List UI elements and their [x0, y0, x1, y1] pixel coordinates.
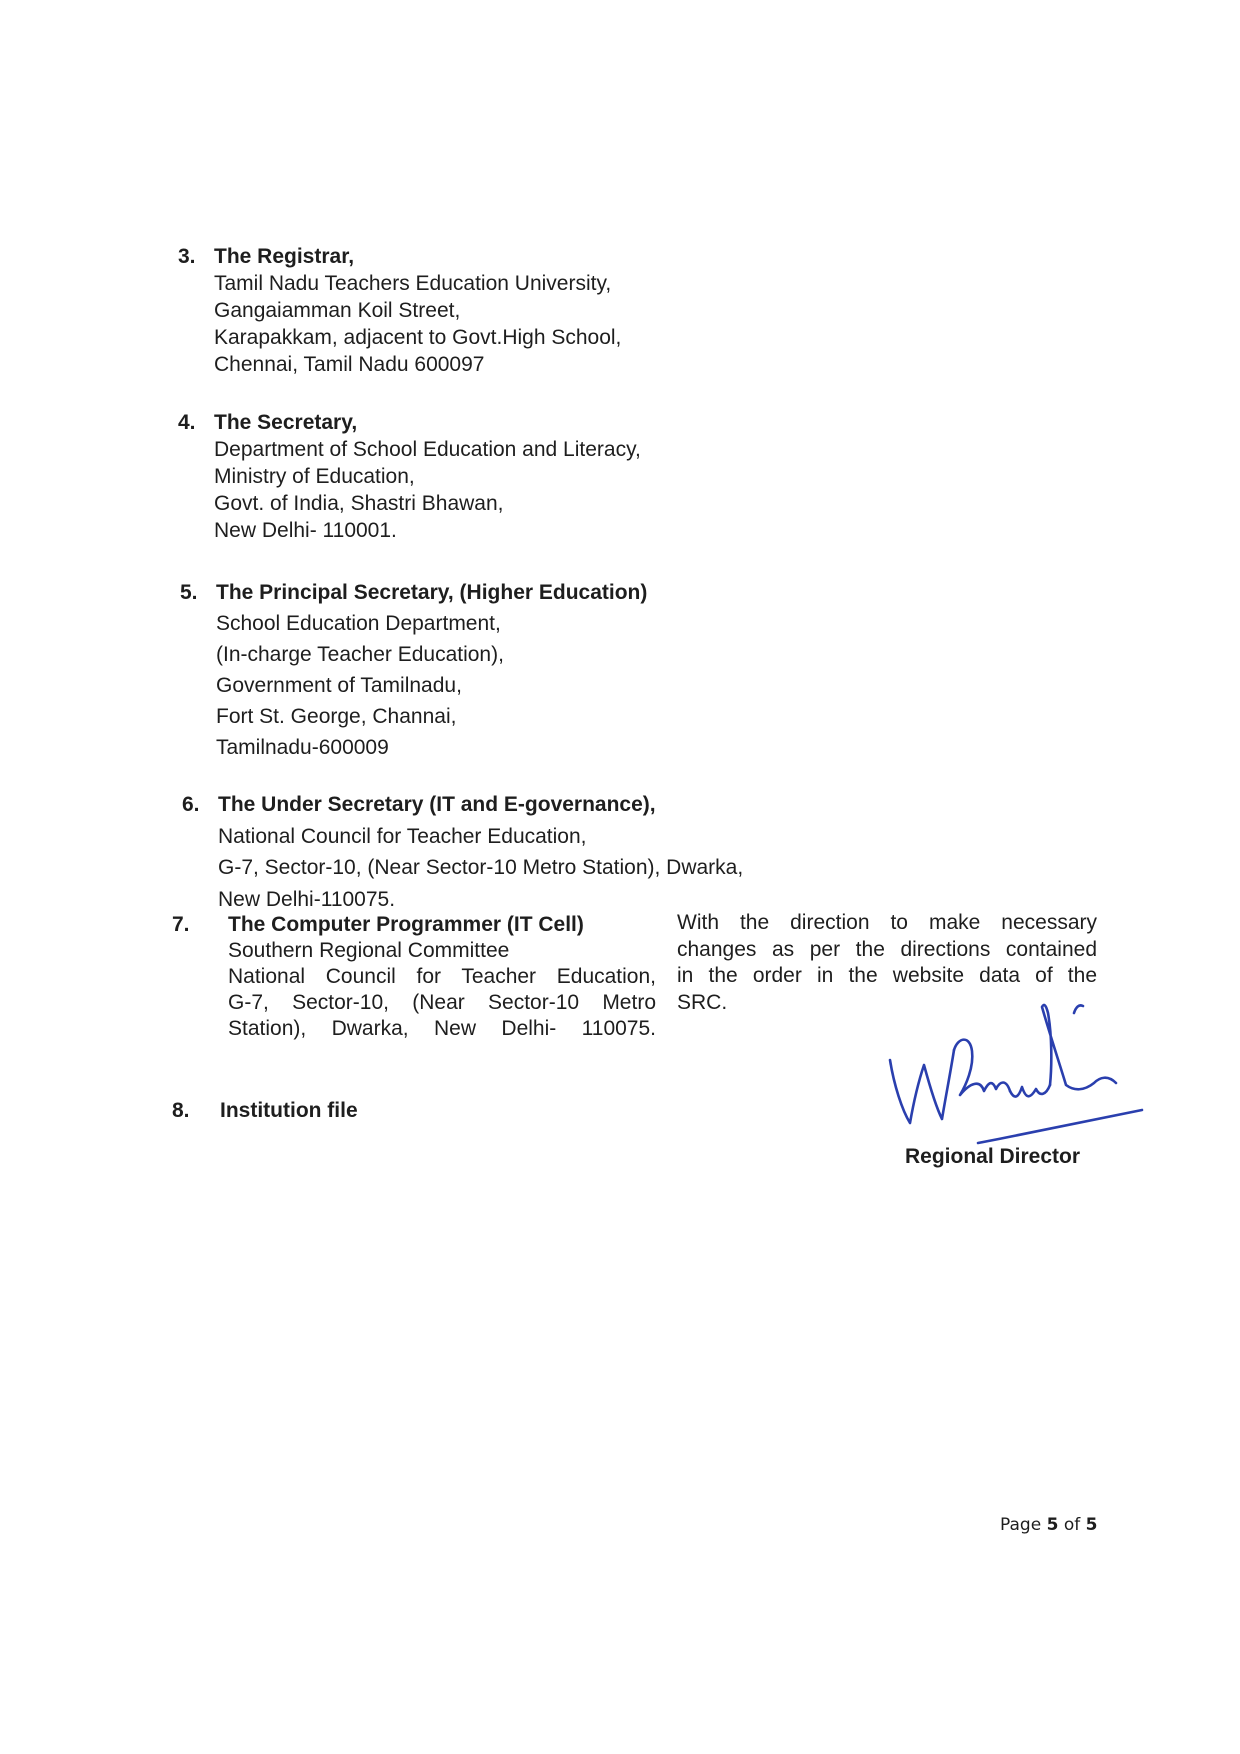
recipient-title: Institution file	[220, 1099, 358, 1122]
recipient-4	[178, 409, 641, 544]
address-line: Govt. of India, Shastri Bhawan,	[214, 492, 504, 515]
address-line: Karapakkam, adjacent to Govt.High School,	[214, 326, 622, 349]
address-line: Southern Regional Committee	[228, 939, 510, 962]
recipient-3	[178, 243, 621, 378]
address-line: Station), Dwarka, New Delhi- 110075.	[228, 1017, 656, 1040]
note-line: With the direction to make necessary	[677, 911, 1097, 934]
page-number	[1000, 1515, 1097, 1535]
recipient-number: 6.	[182, 793, 200, 816]
signatory-title: Regional Director	[905, 1145, 1081, 1168]
note-line: SRC.	[677, 990, 728, 1014]
recipient-8	[172, 1097, 358, 1124]
recipient-7	[172, 912, 656, 1042]
address-line: National Council for Teacher Education,	[218, 824, 587, 848]
recipient-number: 4.	[178, 411, 196, 434]
address-line: Tamilnadu-600009	[216, 736, 389, 759]
address-line: Department of School Education and Literacy,	[214, 438, 641, 461]
recipient-6	[182, 789, 743, 915]
recipient-5	[180, 577, 647, 763]
address-line: Gangaiamman Koil Street,	[214, 299, 461, 322]
address-line: Chennai, Tamil Nadu 600097	[214, 353, 485, 376]
page-total: 5	[1085, 1515, 1098, 1535]
recipient-title: The Under Secretary (IT and E-governance),	[218, 793, 656, 816]
recipient-number: 7.	[172, 913, 190, 936]
address-line: (In-charge Teacher Education),	[216, 643, 504, 666]
recipient-number: 8.	[172, 1099, 190, 1122]
recipient-title: The Principal Secretary, (Higher Education)	[216, 581, 648, 604]
recipient-title: The Computer Programmer (IT Cell)	[228, 913, 584, 936]
address-line: Ministry of Education,	[214, 465, 415, 488]
note-line: changes as per the directions contained	[677, 937, 1097, 961]
page-label: Page	[1000, 1515, 1042, 1535]
recipient-number: 3.	[178, 245, 196, 268]
address-line: Government of Tamilnadu,	[216, 674, 462, 697]
recipient-title: The Registrar,	[214, 245, 355, 268]
address-line: G-7, Sector-10, (Near Sector-10 Metro	[228, 991, 656, 1014]
recipient-title: The Secretary,	[214, 411, 358, 434]
address-line: National Council for Teacher Education,	[228, 965, 656, 988]
note-line: in the order in the website data of the	[677, 964, 1097, 987]
page-current: 5	[1046, 1515, 1059, 1535]
address-line: Fort St. George, Channai,	[216, 705, 457, 728]
address-line: Tamil Nadu Teachers Education University,	[214, 272, 612, 295]
address-line: New Delhi- 110001.	[214, 519, 397, 542]
handwritten-signature	[880, 995, 1150, 1145]
address-line: G-7, Sector-10, (Near Sector-10 Metro Station), Dwarka,	[218, 856, 744, 879]
address-line: School Education Department,	[216, 612, 501, 635]
address-line: New Delhi-110075.	[218, 887, 396, 911]
page-of: of	[1063, 1515, 1081, 1535]
recipient-number: 5.	[180, 581, 198, 604]
